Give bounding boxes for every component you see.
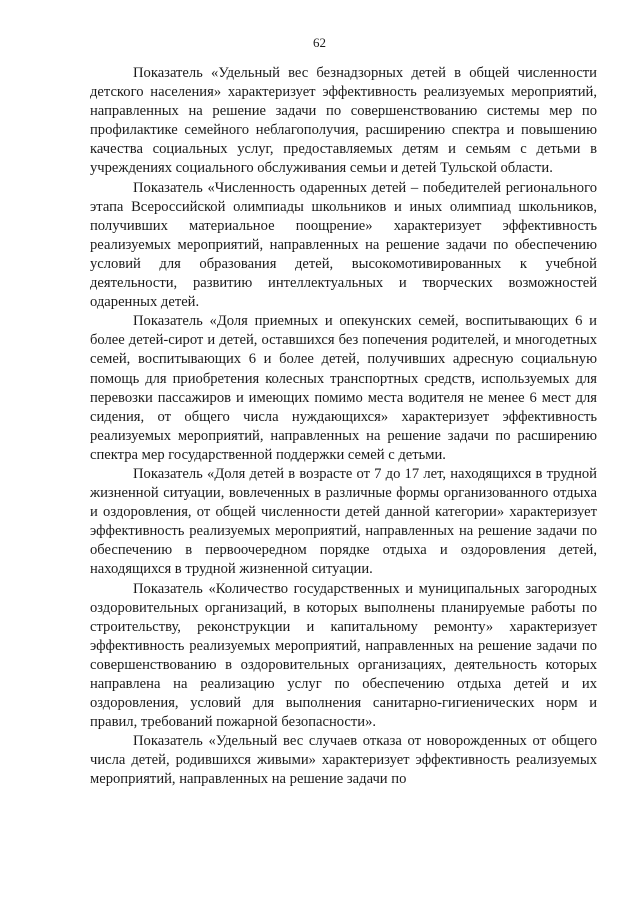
paragraph-homeless-children-indicator: Показатель «Удельный вес безнадзорных детей в общей численности детского населения» характеризует эффективность реализуемых мероприятий, направленных на решение задачи по совершенствованию системы мер по профилактике семейного неблагополучия, расширению спектра и повышению качества социальных услуг, предоставляемых детям и семьям с детьми в учреждениях социального обслуживания семьи и детей Тульской области. <box>90 65 597 177</box>
page-number: 62 <box>313 35 326 50</box>
document-body <box>90 64 597 790</box>
paragraph-gifted-children-indicator: Показатель «Численность одаренных детей – победителей регионального этапа Всероссийской олимпиады школьников и иных олимпиад школьников, получивших материальное поощрение» характеризует эффективность реализуемых мероприятий, направленных на решение задачи по обеспечению условий для образования детей, высокомотивированных к учебной деятельности, развитию интеллектуальных и творческих возможностей одаренных детей. <box>90 179 597 311</box>
paragraph-children-recreation-indicator: Показатель «Доля детей в возрасте от 7 до 17 лет, находящихся в трудной жизненной ситуации, вовлеченных в различные формы организованного отдыха и оздоровления, от общей численности детей данной категории» характеризует эффективность реализуемых мероприятий, направленных на решение задачи по обеспечению в первоочередном порядке отдыха и оздоровления детей, находящихся в трудной жизненной ситуации. <box>90 465 597 578</box>
paragraph-health-camps-indicator: Показатель «Количество государственных и муниципальных загородных оздоровительных организаций, в которых выполнены планируемые работы по строительству, реконструкции и капитальному ремонту» характеризует эффективность реализуемых мероприятий, направленных на решение задачи по совершенствованию в оздоровительных организациях, деятельность которых направлена на реализацию услуг по обеспечению отдыха детей и их оздоровления, условий для выполнения санитарно-гигиенических норм и правил, требований пожарной безопасности». <box>90 580 597 731</box>
paragraph-foster-families-indicator: Показатель «Доля приемных и опекунских семей, воспитывающих 6 и более детей-сирот и детей, оставшихся без попечения родителей, и многодетных семей, воспитывающих 6 и более детей, получивших адресную социальную помощь для приобретения колесных транспортных средств, используемых для перевозки пассажиров и имеющих помимо места водителя не менее 6 мест для сидения, от общего числа нуждающихся» характеризует эффективность реализуемых мероприятий, направленных на решение задачи по расширению спектра мер государственной поддержки семей с детьми. <box>90 313 597 463</box>
paragraph-newborn-abandonment-indicator: Показатель «Удельный вес случаев отказа от новорожденных от общего числа детей, родившихся живыми» характеризует эффективность реализуемых мероприятий, направленных на решение задачи по <box>90 733 597 788</box>
